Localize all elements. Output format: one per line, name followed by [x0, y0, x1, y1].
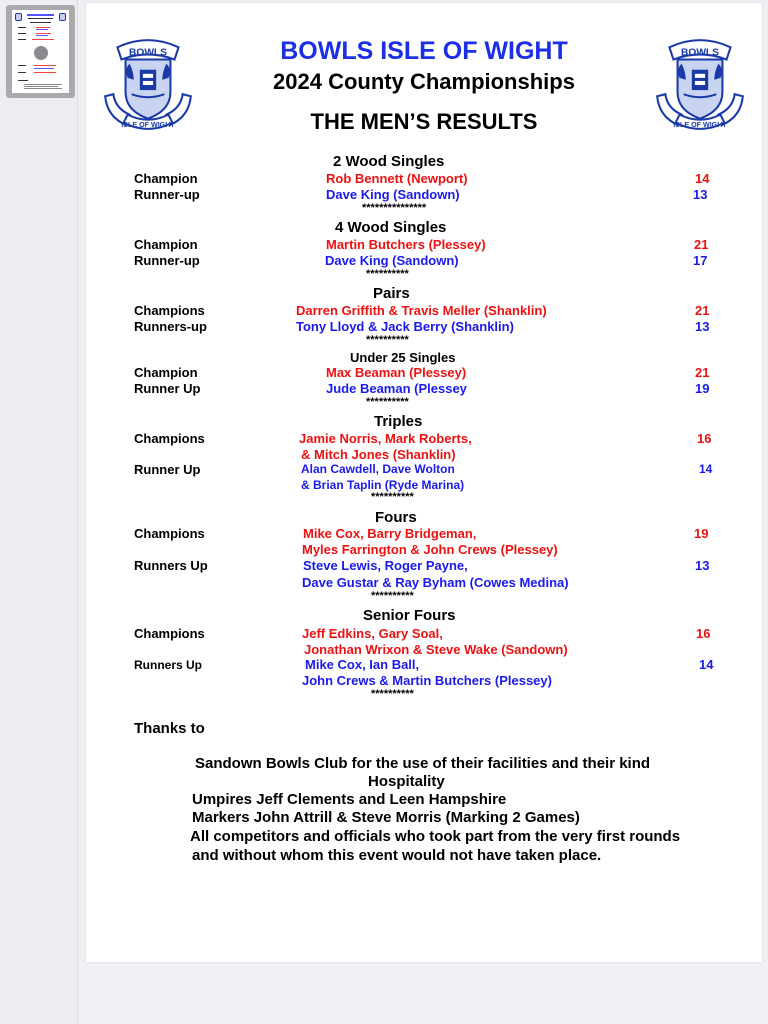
section-title-4-wood: 4 Wood Singles — [335, 219, 447, 236]
result-label: Champions — [134, 431, 205, 446]
thanks-line: Hospitality — [368, 773, 445, 790]
result-score: 16 — [696, 626, 711, 641]
result-score: 21 — [695, 365, 710, 380]
result-label: Champions — [134, 303, 205, 318]
separator: *************** — [362, 202, 427, 214]
thanks-line: All competitors and officials who took part from the very first rounds — [190, 828, 681, 845]
separator: ********** — [366, 334, 409, 346]
result-name: Alan Cawdell, Dave Wolton — [301, 462, 455, 476]
result-score: 16 — [697, 431, 712, 446]
result-label: Champion — [134, 365, 198, 380]
result-score: 19 — [695, 381, 710, 396]
result-label: Runners Up — [134, 558, 208, 573]
result-name: Darren Griffith & Travis Meller (Shanklin) — [296, 303, 547, 318]
result-name: Tony Lloyd & Jack Berry (Shanklin) — [296, 319, 514, 334]
result-score: 14 — [699, 462, 713, 476]
result-label: Champions — [134, 526, 205, 541]
result-name: Jeff Edkins, Gary Soal, — [302, 626, 443, 641]
result-label: Runner Up — [134, 462, 201, 477]
result-name: Myles Farrington & John Crews (Plessey) — [302, 542, 558, 557]
section-title-senior-fours: Senior Fours — [363, 607, 456, 624]
results-heading: THE MEN’S RESULTS — [310, 109, 538, 134]
result-name: Rob Bennett (Newport) — [326, 171, 468, 186]
result-name: Dave Gustar & Ray Byham (Cowes Medina) — [302, 575, 569, 590]
result-name: Martin Butchers (Plessey) — [326, 237, 486, 252]
logo-bottom-text: ISLE OF WIGHT — [673, 120, 727, 129]
result-name: Dave King (Sandown) — [326, 187, 460, 202]
section-title-pairs: Pairs — [373, 285, 410, 302]
thanks-line: and without whom this event would not have taken place. — [192, 847, 602, 864]
separator: ********** — [371, 491, 414, 503]
separator: ********** — [366, 268, 409, 280]
thanks-heading: Thanks to — [134, 720, 205, 737]
result-name: Jamie Norris, Mark Roberts, — [299, 431, 472, 446]
result-score: 21 — [695, 303, 710, 318]
result-label: Champions — [134, 626, 205, 641]
thanks-line: Markers John Attrill & Steve Morris (Marking 2 Games) — [192, 809, 580, 826]
thumbnail-sidebar — [0, 0, 78, 1024]
result-score: 17 — [693, 253, 708, 268]
result-score: 13 — [695, 558, 710, 573]
page-thumbnail-selected[interactable] — [6, 5, 75, 98]
page-thumbnail[interactable] — [12, 10, 69, 93]
page-title: BOWLS ISLE OF WIGHT — [280, 37, 568, 65]
section-title-fours: Fours — [375, 509, 417, 526]
thumbnail-logo-right — [59, 13, 66, 21]
document-page — [86, 3, 762, 962]
result-score: 14 — [695, 171, 710, 186]
thanks-line: Sandown Bowls Club for the use of their facilities and their kind — [195, 755, 651, 772]
result-name: Mike Cox, Ian Ball, — [305, 657, 420, 672]
result-name: John Crews & Martin Butchers (Plessey) — [302, 673, 552, 688]
section-title-2-wood: 2 Wood Singles — [333, 153, 445, 170]
result-label: Champion — [134, 171, 198, 186]
logo-top-text: BOWLS — [129, 47, 167, 59]
result-name: Dave King (Sandown) — [325, 253, 459, 268]
result-name: Max Beaman (Plessey) — [326, 365, 467, 380]
result-name: & Brian Taplin (Ryde Marina) — [301, 478, 465, 492]
result-score: 13 — [695, 319, 710, 334]
result-name: Jonathan Wrixon & Steve Wake (Sandown) — [304, 642, 568, 657]
result-name: & Mitch Jones (Shanklin) — [301, 447, 456, 462]
section-title-triples: Triples — [374, 413, 423, 430]
result-name: Jude Beaman (Plessey — [326, 381, 467, 396]
result-label: Runners Up — [134, 658, 203, 672]
section-title-under-25: Under 25 Singles — [350, 350, 456, 365]
logo-top-text: BOWLS — [681, 47, 719, 59]
result-label: Runner-up — [134, 253, 200, 268]
result-score: 13 — [693, 187, 708, 202]
result-score: 21 — [694, 237, 709, 252]
thanks-line: Umpires Jeff Clements and Leen Hampshire — [192, 791, 507, 808]
result-name: Mike Cox, Barry Bridgeman, — [303, 526, 477, 541]
page-subtitle: 2024 County Championships — [273, 69, 575, 94]
separator: ********** — [366, 396, 409, 408]
result-label: Runner-up — [134, 187, 200, 202]
result-score: 19 — [694, 526, 709, 541]
result-name: Steve Lewis, Roger Payne, — [303, 558, 468, 573]
result-score: 14 — [699, 657, 714, 672]
result-label: Champion — [134, 237, 198, 252]
thumbnail-overlay — [34, 46, 48, 60]
separator: ********** — [371, 688, 414, 700]
result-label: Runners-up — [134, 319, 207, 334]
thumbnail-logo-left — [15, 13, 22, 21]
logo-bottom-text: ISLE OF WIGHT — [121, 120, 175, 129]
result-label: Runner Up — [134, 381, 201, 396]
separator: ********** — [371, 590, 414, 602]
